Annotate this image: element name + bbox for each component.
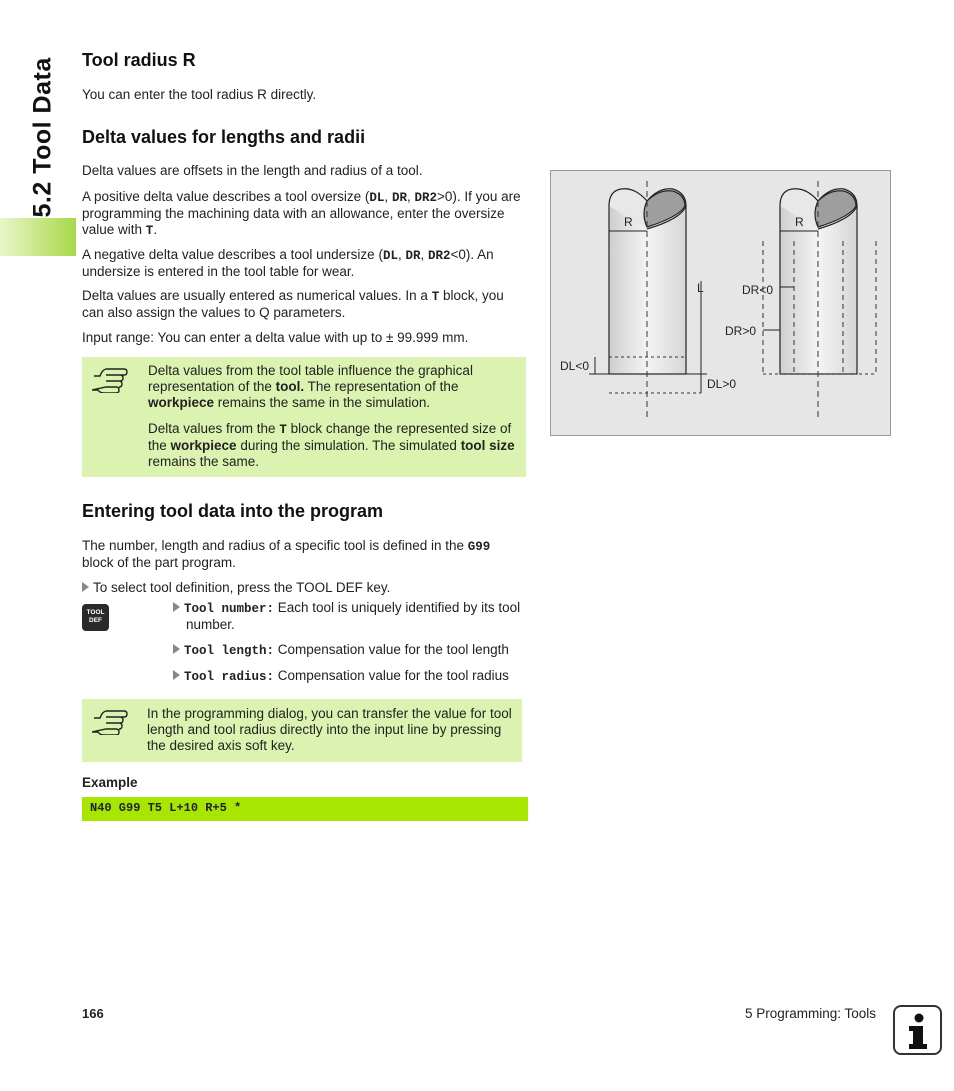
page-number: 166 (82, 1006, 104, 1021)
step-tool-radius: Tool radius: Compensation value for the tool radius (173, 668, 533, 685)
delta-p3: A negative delta value describes a tool undersize (DL, DR, DR2<0). An undersize is entered in the tool table for wear. (82, 247, 494, 279)
pointing-hand-icon (92, 709, 130, 735)
example-code: N40 G99 T5 L+10 R+5 * (90, 801, 242, 815)
entering-p1: The number, length and radius of a specific tool is defined in the G99 block of the part program. (82, 538, 491, 570)
info-icon[interactable] (893, 1005, 942, 1055)
label-dr-neg: DR<0 (742, 283, 774, 297)
step-arrow-icon (173, 670, 180, 680)
heading-delta-values: Delta values for lengths and radii (82, 127, 366, 147)
example-label: Example (82, 775, 138, 790)
label-r-left: R (624, 215, 633, 229)
delta-p4: Delta values are usually entered as numerical values. In a T block, you can also assign the values to Q parameters. (82, 288, 504, 320)
label-l: L (697, 281, 704, 295)
left-tool-shape (589, 181, 707, 421)
tool-def-key-icon[interactable]: TOOL DEF (82, 604, 109, 631)
note2-text: In the programming dialog, you can transfer the value for tool length and tool radius directly into the input line by pressing the desired axis soft key. (147, 706, 512, 753)
step-select-tool-def: To select tool definition, press the TOOL DEF key. (82, 580, 522, 596)
step-arrow-icon (173, 644, 180, 654)
step-arrow-icon (82, 582, 89, 592)
delta-p2: A positive delta value describes a tool oversize (DL, DR, DR2>0). If you are programming the machining data with an allowance, enter the oversize value with T. (82, 189, 521, 238)
chapter-tab-marker (0, 218, 76, 256)
delta-p5: Input range: You can enter a delta value with up to ± 99.999 mm. (82, 330, 469, 345)
info-glyph-icon (895, 1007, 940, 1053)
note1-para1: Delta values from the tool table influence the graphical representation of the tool. The representation of the workpiece remains the same in the simulation. (148, 363, 473, 410)
label-dl-neg: DL<0 (560, 359, 590, 373)
right-tool-shape (763, 181, 876, 421)
note-box-delta (82, 357, 526, 477)
heading-tool-radius: Tool radius R (82, 50, 196, 70)
footer-chapter: 5 Programming: Tools (745, 1006, 877, 1021)
step-arrow-icon (173, 602, 180, 612)
delta-p1: Delta values are offsets in the length and radius of a tool. (82, 163, 423, 178)
label-r-right: R (795, 215, 804, 229)
pointing-hand-icon (92, 367, 130, 393)
tool-delta-diagram (551, 171, 890, 435)
note1-para2: Delta values from the T block change the represented size of the workpiece during the simulation. The simulated tool size remains the same. (148, 421, 515, 469)
label-dl-pos: DL>0 (707, 377, 737, 391)
example-code-bar (82, 797, 528, 821)
note-box-dialog (82, 699, 522, 762)
tool-delta-figure (550, 170, 891, 436)
tool-radius-text: You can enter the tool radius R directly. (82, 87, 317, 102)
step-tool-length: Tool length: Compensation value for the tool length (173, 642, 533, 659)
chapter-side-title: 5.2 Tool Data (28, 57, 57, 218)
step-tool-number: Tool number: Each tool is uniquely identified by its tool number. (173, 600, 538, 633)
label-dr-pos: DR>0 (725, 324, 757, 338)
heading-entering-tool-data: Entering tool data into the program (82, 501, 383, 521)
